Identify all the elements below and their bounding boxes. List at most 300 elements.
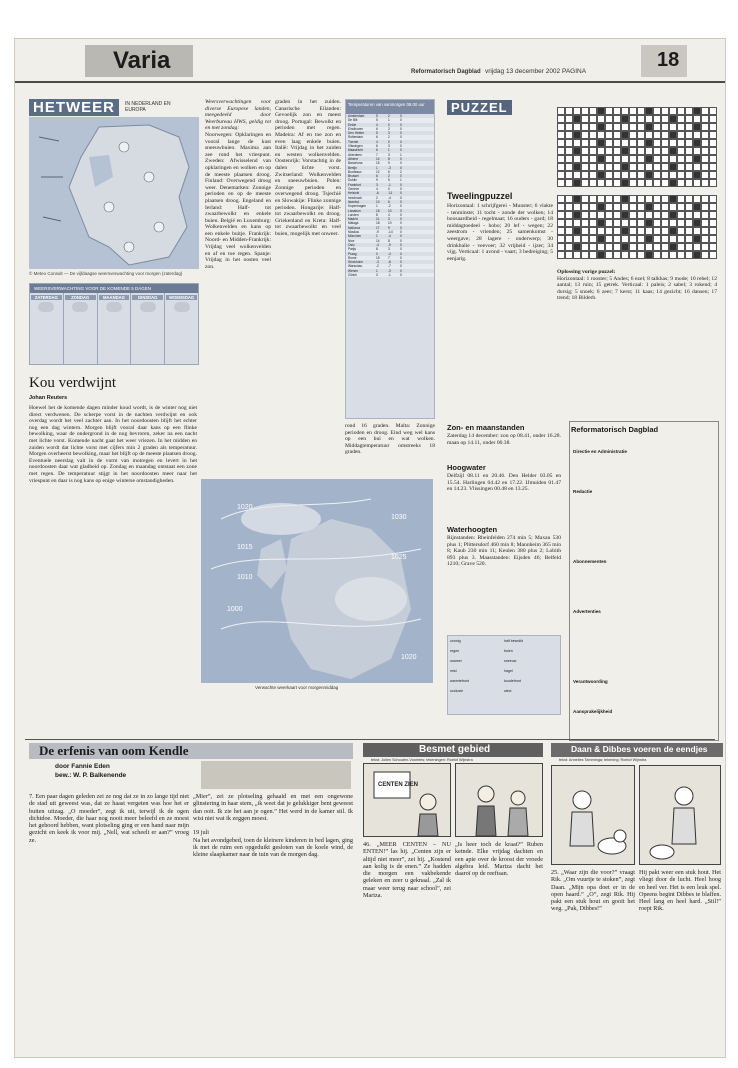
- city-name: Vlissingen: [348, 144, 363, 149]
- temperature-value: 0: [400, 118, 402, 123]
- temperature-value: 3: [388, 131, 390, 136]
- temperature-value: 8: [376, 212, 378, 217]
- crossword-cell: [709, 203, 717, 211]
- section-divider: [25, 739, 715, 740]
- date-text: vrijdag 13 december 2002: [485, 68, 561, 75]
- crossword-cell: [677, 195, 685, 203]
- crossword-cell: [685, 211, 693, 219]
- crossword-cell: [557, 219, 565, 227]
- crossword-cell: [589, 107, 597, 115]
- temperature-rows: [346, 114, 434, 277]
- comic-text-besmet-2: [455, 841, 543, 1055]
- crossword-cell: [621, 195, 629, 203]
- temperature-value: 5: [376, 131, 378, 136]
- crossword-cell: [589, 179, 597, 187]
- crossword-cell: [669, 219, 677, 227]
- crossword-cell: [709, 195, 717, 203]
- crossword-cell: [629, 219, 637, 227]
- crossword-cell: [613, 155, 621, 163]
- comic-credits-daan: tekst: Annelies Tamminga; tekening: Roelof Wijnstra: [559, 758, 647, 762]
- crossword-cell: [613, 179, 621, 187]
- crossword-cell: [621, 211, 629, 219]
- crossword-cell: [629, 163, 637, 171]
- crossword-cell: [613, 227, 621, 235]
- temperature-value: 7: [388, 255, 390, 260]
- temperature-value: -4: [388, 251, 391, 256]
- city-name: Warschau: [348, 264, 363, 269]
- legend-item: buien: [504, 649, 513, 653]
- legend-row: [448, 676, 560, 686]
- temperature-value: 2: [388, 126, 390, 131]
- crossword-cell: [621, 219, 629, 227]
- crossword-cell: [557, 107, 565, 115]
- crossword-cell: [565, 171, 573, 179]
- crossword-cell: [693, 243, 701, 251]
- temperature-value: 18: [376, 221, 380, 226]
- temperature-value: -7: [388, 264, 391, 269]
- crossword-cell: [685, 195, 693, 203]
- crossword-cell: [701, 211, 709, 219]
- crossword-cell: [581, 251, 589, 259]
- crossword-cell: [661, 251, 669, 259]
- crossword-cell: [701, 115, 709, 123]
- crossword-cell: [565, 123, 573, 131]
- crossword-cell: [637, 179, 645, 187]
- comic-text-besmet-1: [363, 841, 451, 1055]
- legend-row: [448, 636, 560, 646]
- crossword-cell: [605, 131, 613, 139]
- crossword-cell: [709, 107, 717, 115]
- crossword-cell: [677, 219, 685, 227]
- crossword-cell: [645, 163, 653, 171]
- temperature-value: 0: [400, 195, 402, 200]
- crossword-cell: [613, 235, 621, 243]
- crossword-cell: [701, 251, 709, 259]
- temperature-value: 3: [376, 272, 378, 277]
- city-name: Eelde: [348, 122, 357, 127]
- temperature-value: 5: [376, 118, 378, 123]
- crossword-cell: [605, 243, 613, 251]
- temperature-value: 4: [388, 212, 390, 217]
- crossword-cell: [701, 163, 709, 171]
- crossword-cell: [653, 107, 661, 115]
- crossword-cell: [701, 147, 709, 155]
- crossword-cell: [621, 147, 629, 155]
- isobar-label: 1010: [237, 574, 253, 581]
- puzzle-header: [447, 99, 517, 115]
- city-name: Dublin: [348, 178, 358, 183]
- crossword-cell: [685, 171, 693, 179]
- crossword-cell: [669, 179, 677, 187]
- crossword-cell: [669, 147, 677, 155]
- cloud-icon: [38, 302, 54, 312]
- crossword-cell: [621, 251, 629, 259]
- crossword-cell: [693, 179, 701, 187]
- crossword-cell: [557, 235, 565, 243]
- isobar-label: 1000: [227, 606, 243, 613]
- comic-drawing: [456, 764, 544, 838]
- temperature-value: 17: [376, 225, 380, 230]
- crossword-cell: [629, 203, 637, 211]
- crossword-cell: [653, 131, 661, 139]
- crossword-cell: [605, 179, 613, 187]
- crossword-cell: [685, 139, 693, 147]
- crossword-cell: [701, 131, 709, 139]
- crossword-cell: [637, 243, 645, 251]
- crossword-cell: [557, 179, 565, 187]
- crossword-cell: [565, 211, 573, 219]
- crossword-cell: [669, 115, 677, 123]
- crossword-cell: [629, 131, 637, 139]
- temperature-value: -11: [388, 191, 393, 196]
- page-number: 18: [657, 49, 680, 71]
- crossword-cell: [645, 219, 653, 227]
- crossword-cell: [701, 227, 709, 235]
- isobar-label: 1025: [391, 554, 407, 561]
- sun-moon-title: Zon- en maanstanden: [447, 423, 525, 432]
- crossword-cell: [573, 251, 581, 259]
- crossword-cell: [637, 107, 645, 115]
- temperature-value: 0: [400, 199, 402, 204]
- crossword-cell: [581, 123, 589, 131]
- crossword-cell: [589, 195, 597, 203]
- temperature-value: 14: [376, 238, 380, 243]
- crossword-cell: [637, 123, 645, 131]
- crossword-cell: [565, 219, 573, 227]
- crossword-cell: [565, 131, 573, 139]
- city-name: De Bilt: [348, 118, 358, 123]
- map-credit: © Meteo Consult: [29, 271, 63, 276]
- colophon-heading: Advertenties: [573, 609, 601, 614]
- serial-text: Na het avondgebed, toen de kleinere kinderen in bed lagen, ging ik met de ruim een opgeduikt gesloten van de koele wind, de kleine slaapkamer naar de tuin van de morgen dag.: [193, 836, 353, 859]
- crossword-cell: [701, 155, 709, 163]
- crossword-cell: [629, 235, 637, 243]
- legend-item: hagel: [504, 669, 513, 673]
- city-name: Praag: [348, 251, 357, 256]
- weather-intro: Weersverwachtingen voor diverse Europese landen, meegedeeld door Weerbureau HWS, geldig tot en met zondag:: [205, 99, 271, 132]
- temperature-value: 6: [376, 174, 378, 179]
- city-name: München: [348, 234, 362, 239]
- crossword-cell: [701, 139, 709, 147]
- comic-drawing: [552, 766, 636, 866]
- crossword-cell: [597, 251, 605, 259]
- forecast-days: [30, 293, 198, 365]
- isobar-label: 1020: [401, 654, 417, 661]
- temperature-value: 0: [376, 251, 378, 256]
- crossword-cell: [573, 147, 581, 155]
- crossword-cell: [685, 131, 693, 139]
- city-name: Rotterdam: [348, 135, 363, 140]
- crossword-cell: [557, 227, 565, 235]
- temperature-value: 9: [376, 178, 378, 183]
- crossword-cell: [605, 227, 613, 235]
- city-name: Maastricht: [348, 148, 363, 153]
- crossword-cell: [685, 219, 693, 227]
- crossword-cell: [581, 211, 589, 219]
- temperature-value: 8: [388, 156, 390, 161]
- high-water-title: Hoogwater: [447, 463, 486, 472]
- weather-text-col3: [345, 423, 435, 475]
- crossword-cell: [653, 171, 661, 179]
- crossword-cell: [669, 107, 677, 115]
- crossword-cell: [653, 139, 661, 147]
- crossword-cell: [565, 251, 573, 259]
- crossword-cell: [709, 211, 717, 219]
- crossword-cell: [645, 123, 653, 131]
- city-name: Lissabon: [348, 208, 361, 213]
- colophon-heading: Aansprakelijkheid: [573, 709, 613, 714]
- temperature-value: 0: [400, 234, 402, 239]
- temperature-value: 3: [388, 247, 390, 252]
- crossword-cell: [645, 251, 653, 259]
- crossword-cell: [597, 179, 605, 187]
- crossword-cell: [693, 203, 701, 211]
- temperature-value: 7: [376, 152, 378, 157]
- crossword-cell: [677, 163, 685, 171]
- weather-text-col2: [275, 99, 341, 475]
- crossword-cell: [629, 155, 637, 163]
- temperature-value: 3: [400, 208, 402, 213]
- temperature-value: 5: [376, 114, 378, 118]
- crossword-cell: [669, 203, 677, 211]
- solution-title: Oplossing vorige puzzel:: [557, 269, 616, 275]
- crossword-cell: [661, 115, 669, 123]
- serial-text-col2: [193, 793, 353, 1055]
- crossword-cell: [701, 219, 709, 227]
- crossword-cell: [621, 235, 629, 243]
- temperature-value: -4: [376, 242, 379, 247]
- crossword-cell: [629, 107, 637, 115]
- temperature-value: 6: [376, 126, 378, 131]
- crossword-cell: [653, 243, 661, 251]
- crossword-cell: [557, 163, 565, 171]
- cloud-icon: [106, 302, 122, 312]
- day-name: ZATERDAG: [31, 295, 62, 300]
- legend-item: wind: [504, 689, 512, 693]
- crossword-cell: [621, 227, 629, 235]
- crossword-cell: [597, 115, 605, 123]
- crossword-cell: [605, 115, 613, 123]
- crossword-cell: [597, 171, 605, 179]
- legend-item: warmtefront: [450, 679, 469, 683]
- crossword-cell: [677, 235, 685, 243]
- legend-row: [448, 686, 560, 696]
- crossword-cell: [677, 243, 685, 251]
- temperature-value: 0: [400, 255, 402, 260]
- temperature-value: 0: [388, 187, 390, 192]
- crossword-cell: [653, 155, 661, 163]
- crossword-cell: [573, 243, 581, 251]
- solution-text: Horizontaal: 1 rooster; 5 Andes; 6 ezel; 8 talkhas; 9 mode; 10 rebel; 12 aantal; 13 ruin; 15 getrek. Verticaal: 1 paleis; 2 sabel; 3 rokend; 4 dorsig; 5 snoek; 6 zeer; 7 kerst; 11 kaas; 14 gezicht; 16 dansen; 17 trend; 18 Bilderb.: [557, 275, 717, 302]
- article-text: Hoewel het de komende dagen minder koud wordt, is de winter nog niet direct verdwenen. De scherpe vorst in de nachten verdwijnt en ook overdag wordt het veel zachter aan. In het noordoosten blijft het echter nog een dag wintern. Morgen blijft vooral daar kans op een flinke bewolking, waar de ondergrond in de nog bevroren, zeker na een nacht met lichte vorst. Komende nacht gaat het weer vriezen. In het midden en zuiden wordt dat lichte vorst met cijfers min 2 graden als temperatuur. Morgen overheerst bewolking, maar het blijft op de meeste plaatsen droog. Eventuele neerslag valt in de vorm van motregen en levert in het noordoosten daar wat gladheid op. Zondag en maandag ontstaat een zone met regen. De temperatuur stijgt in het noordoosten meer naar het vriespunt en daar is nog kans op enige winterse omstandigheden.: [29, 405, 197, 484]
- legend-item: regen: [450, 649, 460, 653]
- colophon-heading: Abonnementen: [573, 559, 607, 564]
- forecast-day: [98, 293, 132, 365]
- crossword-cell: [669, 163, 677, 171]
- temperature-value: 0: [400, 260, 402, 265]
- crossword-cell: [565, 139, 573, 147]
- legend-item: koudefront: [504, 679, 521, 683]
- crossword-cell: [621, 163, 629, 171]
- temperature-value: -9: [376, 230, 379, 235]
- article-body: [29, 405, 197, 735]
- crossword-cell: [693, 211, 701, 219]
- city-name: Málaga: [348, 221, 359, 226]
- crossword-cell: [637, 131, 645, 139]
- crossword-cell: [677, 211, 685, 219]
- crossword-cell: [661, 163, 669, 171]
- crossword-cell: [685, 107, 693, 115]
- crossword-cell: [661, 107, 669, 115]
- crossword-cell: [629, 115, 637, 123]
- bigmap-caption: Verwachte weerkaart voor morgenmiddag: [255, 685, 339, 690]
- city-name: Mallorca: [348, 225, 361, 230]
- crossword-cell: [613, 107, 621, 115]
- crossword-cell: [637, 147, 645, 155]
- puzzle-logo: PUZZEL: [447, 100, 512, 115]
- temperature-value: -8: [388, 260, 391, 265]
- crossword-cell: [629, 123, 637, 131]
- city-name: Wenen: [348, 268, 359, 273]
- crossword-cell: [693, 155, 701, 163]
- temperature-value: 1: [376, 234, 378, 239]
- temperature-value: 8: [376, 247, 378, 252]
- crossword-cell: [557, 131, 565, 139]
- crossword-cell: [637, 171, 645, 179]
- crossword-cell: [677, 171, 685, 179]
- comic-text: 46. „MEER CENTEN – NU ENTEN!” las hij. „Centen zijn er altijd niet meer”, zei hij. „Kostend aan kolig is de enen.” Ze hadden die morgen een vakbekende geleken en zeer u geknaal. „Zal ik maar weer terug naar school”, zei Mariza.: [363, 841, 451, 900]
- colophon-heading: Verantwoording: [573, 679, 608, 684]
- city-name: Istanbul: [348, 199, 360, 204]
- temperature-value: -4: [388, 195, 391, 200]
- legend-row: [448, 646, 560, 656]
- crossword-cell: [573, 211, 581, 219]
- crossword-cell: [597, 123, 605, 131]
- crossword-cell: [613, 243, 621, 251]
- day-name: MAANDAG: [99, 295, 130, 300]
- crossword-cell: [629, 171, 637, 179]
- day-name: ZONDAG: [65, 295, 96, 300]
- temperature-value: 9: [388, 225, 390, 230]
- puzzle-clues: [447, 203, 553, 417]
- temperature-value: 0: [400, 251, 402, 256]
- crossword-cell: [677, 251, 685, 259]
- crossword-cell: [629, 251, 637, 259]
- crossword-cell: [677, 203, 685, 211]
- crossword-cell: [709, 219, 717, 227]
- crossword-cell: [581, 179, 589, 187]
- crossword-cell: [669, 123, 677, 131]
- crossword-cell: [709, 235, 717, 243]
- crossword-cell: [573, 139, 581, 147]
- temperature-value: 0: [400, 135, 402, 140]
- temperature-value: 8: [388, 238, 390, 243]
- crossword-cell: [581, 115, 589, 123]
- temperature-value: 1: [376, 165, 378, 170]
- crossword-cell: [645, 155, 653, 163]
- crossword-cell: [661, 131, 669, 139]
- netherlands-weather-map: [29, 117, 199, 269]
- crossword-cell: [709, 139, 717, 147]
- crossword-cell: [581, 235, 589, 243]
- city-name: Berlijn: [348, 165, 357, 170]
- crossword-cell: [701, 107, 709, 115]
- crossword-cell: [685, 179, 693, 187]
- crossword-cell: [661, 203, 669, 211]
- crossword-cell: [613, 147, 621, 155]
- crossword-cell: [629, 243, 637, 251]
- comic-drawing: [364, 764, 452, 838]
- crossword-cell: [557, 115, 565, 123]
- crossword-cell: [557, 243, 565, 251]
- comic-text-daan-1: [551, 869, 635, 1055]
- crossword-cell: [709, 155, 717, 163]
- crossword-cell: [669, 131, 677, 139]
- crossword-cell: [701, 195, 709, 203]
- legend-item: half bewolkt: [504, 639, 523, 643]
- crossword-cell: [693, 107, 701, 115]
- crossword-cell: [645, 235, 653, 243]
- crossword-cell: [573, 227, 581, 235]
- temperature-value: 0: [400, 144, 402, 149]
- cloud-icon: [174, 302, 190, 312]
- crossword-cell: [637, 155, 645, 163]
- crossword-cell: [557, 251, 565, 259]
- crossword-cell: [661, 195, 669, 203]
- crossword-cell: [621, 243, 629, 251]
- temperature-value: 3: [388, 152, 390, 157]
- temperature-value: 0: [400, 139, 402, 144]
- crossword-cell: [557, 155, 565, 163]
- temperature-value: -6: [376, 191, 379, 196]
- article-byline: Johan Reuters: [29, 395, 68, 401]
- legend-item: onweer: [450, 659, 462, 663]
- publication-name: Reformatorisch Dagblad: [411, 69, 481, 75]
- crossword-cell: [645, 203, 653, 211]
- crossword-cell: [677, 139, 685, 147]
- crossword-cell: [605, 171, 613, 179]
- crossword-cell: [621, 203, 629, 211]
- crossword-cell: [565, 179, 573, 187]
- crossword-cell: [573, 115, 581, 123]
- crossword-cell: [573, 235, 581, 243]
- crossword-cell: [653, 179, 661, 187]
- cloud-icon: [72, 302, 88, 312]
- temperature-value: 0: [400, 238, 402, 243]
- temperature-value: 2: [400, 169, 402, 174]
- puzzle-clue-text: Horizontaal: 1 schrijfgerei - Munster; 6 vlakte - tenminste; 11 tocht - zonde der wolken; 14 boosaardheid - regelmaat; 16 ouders - gard; 18 middagtoedeel - hobo; 20 lef - wegen; 22 zeestrom - vrienden; 25 samenkomst - weergave; 28 lagere - onderwerp; 30 drinkbalie - veevoer; 32 vrijheid - ijzer; 34 vijg. Verticaal: 1 avond - vaart; 3 bedreiging; 5 eenjarig.: [447, 203, 553, 262]
- legend-row: [448, 656, 560, 666]
- crossword-cell: [637, 115, 645, 123]
- comic-panel-besmet-2: [455, 763, 543, 837]
- crossword-cell: [621, 115, 629, 123]
- crossword-cell: [573, 171, 581, 179]
- crossword-cell: [597, 219, 605, 227]
- temperature-value: 0: [400, 156, 402, 161]
- crossword-grid-1: [557, 107, 717, 189]
- water-levels-title: Waterhoogten: [447, 525, 498, 534]
- crossword-cell: [637, 139, 645, 147]
- temperature-value: 0: [400, 212, 402, 217]
- crossword-cell: [613, 251, 621, 259]
- comic-panel-daan-1: [551, 765, 635, 865]
- temperature-row: [346, 273, 434, 277]
- crossword-cell: [693, 131, 701, 139]
- crossword-cell: [597, 211, 605, 219]
- colophon-box: [569, 421, 719, 741]
- crossword-cell: [621, 179, 629, 187]
- masthead: [15, 39, 726, 83]
